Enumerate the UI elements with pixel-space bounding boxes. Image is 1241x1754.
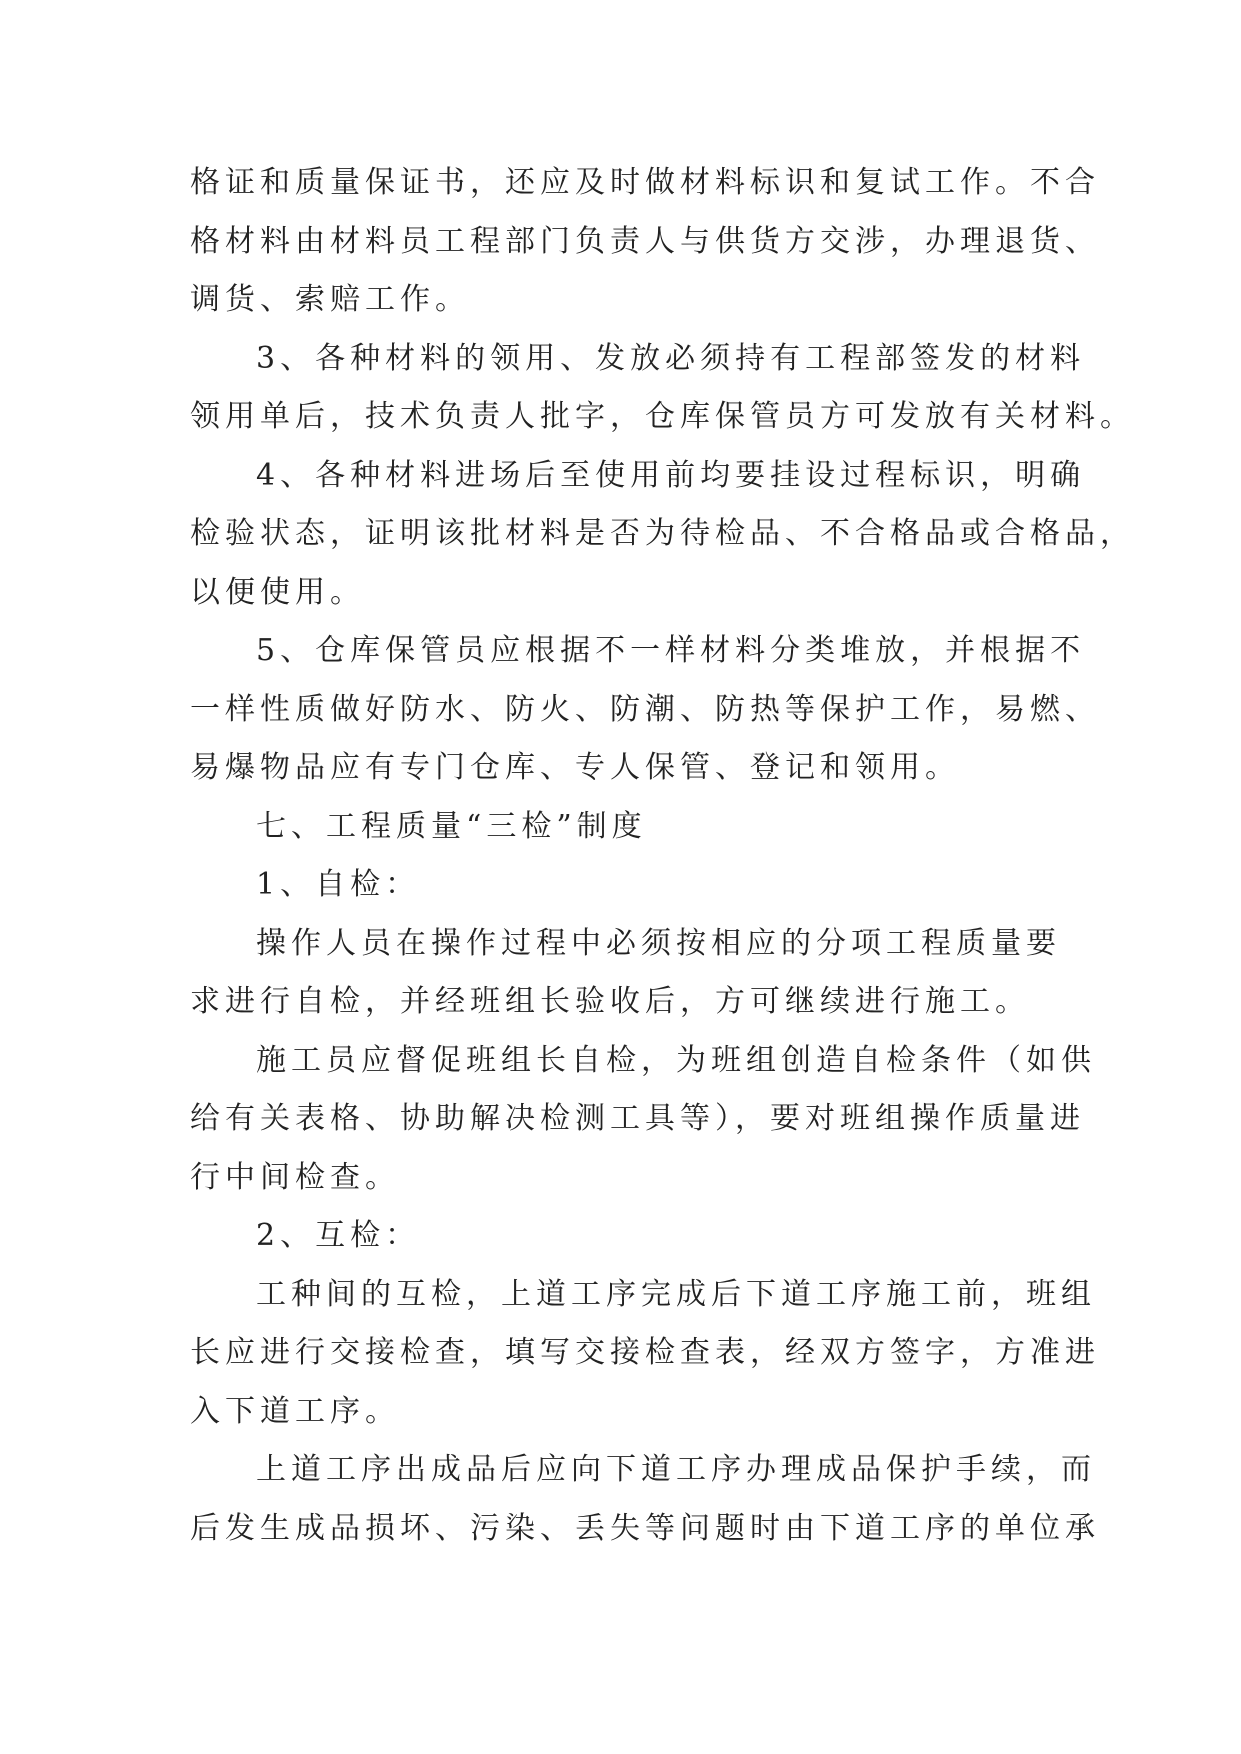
text-line: 格证和质量保证书，还应及时做材料标识和复试工作。不合	[190, 165, 1100, 200]
text-line: 2、互检：	[256, 1218, 421, 1253]
text-line: 一样性质做好防水、防火、防潮、防热等保护工作，易燃、	[190, 691, 1100, 727]
text-line: 检验状态，证明该批材料是否为待检品、不合格品或合格品，	[190, 516, 1135, 551]
text-line: 领用单后，技术负责人批字，仓库保管员方可发放有关材料。	[190, 399, 1135, 434]
text-line: 格材料由材料员工程部门负责人与供货方交涉，办理退货、	[190, 223, 1100, 259]
document-body	[190, 154, 1135, 1558]
text-line: 工种间的互检，上道工序完成后下道工序施工前，班组	[256, 1276, 1096, 1312]
text-line: 以便使用。	[190, 574, 365, 610]
text-line: 后发生成品损坏、污染、丢失等问题时由下道工序的单位承	[190, 1510, 1100, 1546]
text-line: 3、各种材料的领用、发放必须持有工程部签发的材料	[256, 340, 1086, 376]
text-line: 七、工程质量“三检”制度	[256, 808, 647, 844]
text-line: 操作人员在操作过程中必须按相应的分项工程质量要	[256, 925, 1061, 961]
text-line: 上道工序出成品后应向下道工序办理成品保护手续，而	[256, 1452, 1096, 1487]
text-line: 易爆物品应有专门仓库、专人保管、登记和领用。	[190, 750, 960, 785]
text-line: 入下道工序。	[190, 1393, 400, 1429]
text-line: 调货、索赔工作。	[190, 282, 470, 317]
text-line: 施工员应督促班组长自检，为班组创造自检条件（如供	[256, 1042, 1096, 1078]
text-line: 1、自检：	[256, 867, 421, 902]
text-line: 5、仓库保管员应根据不一样材料分类堆放，并根据不	[256, 633, 1086, 668]
text-line: 求进行自检，并经班组长验收后，方可继续进行施工。	[190, 984, 1030, 1019]
text-line: 4、各种材料进场后至使用前均要挂设过程标识，明确	[256, 457, 1086, 493]
text-line: 给有关表格、协助解决检测工具等），要对班组操作质量进	[190, 1101, 1085, 1136]
text-line: 长应进行交接检查，填写交接检查表，经双方签字，方准进	[190, 1335, 1100, 1370]
text-line: 行中间检查。	[190, 1159, 400, 1195]
